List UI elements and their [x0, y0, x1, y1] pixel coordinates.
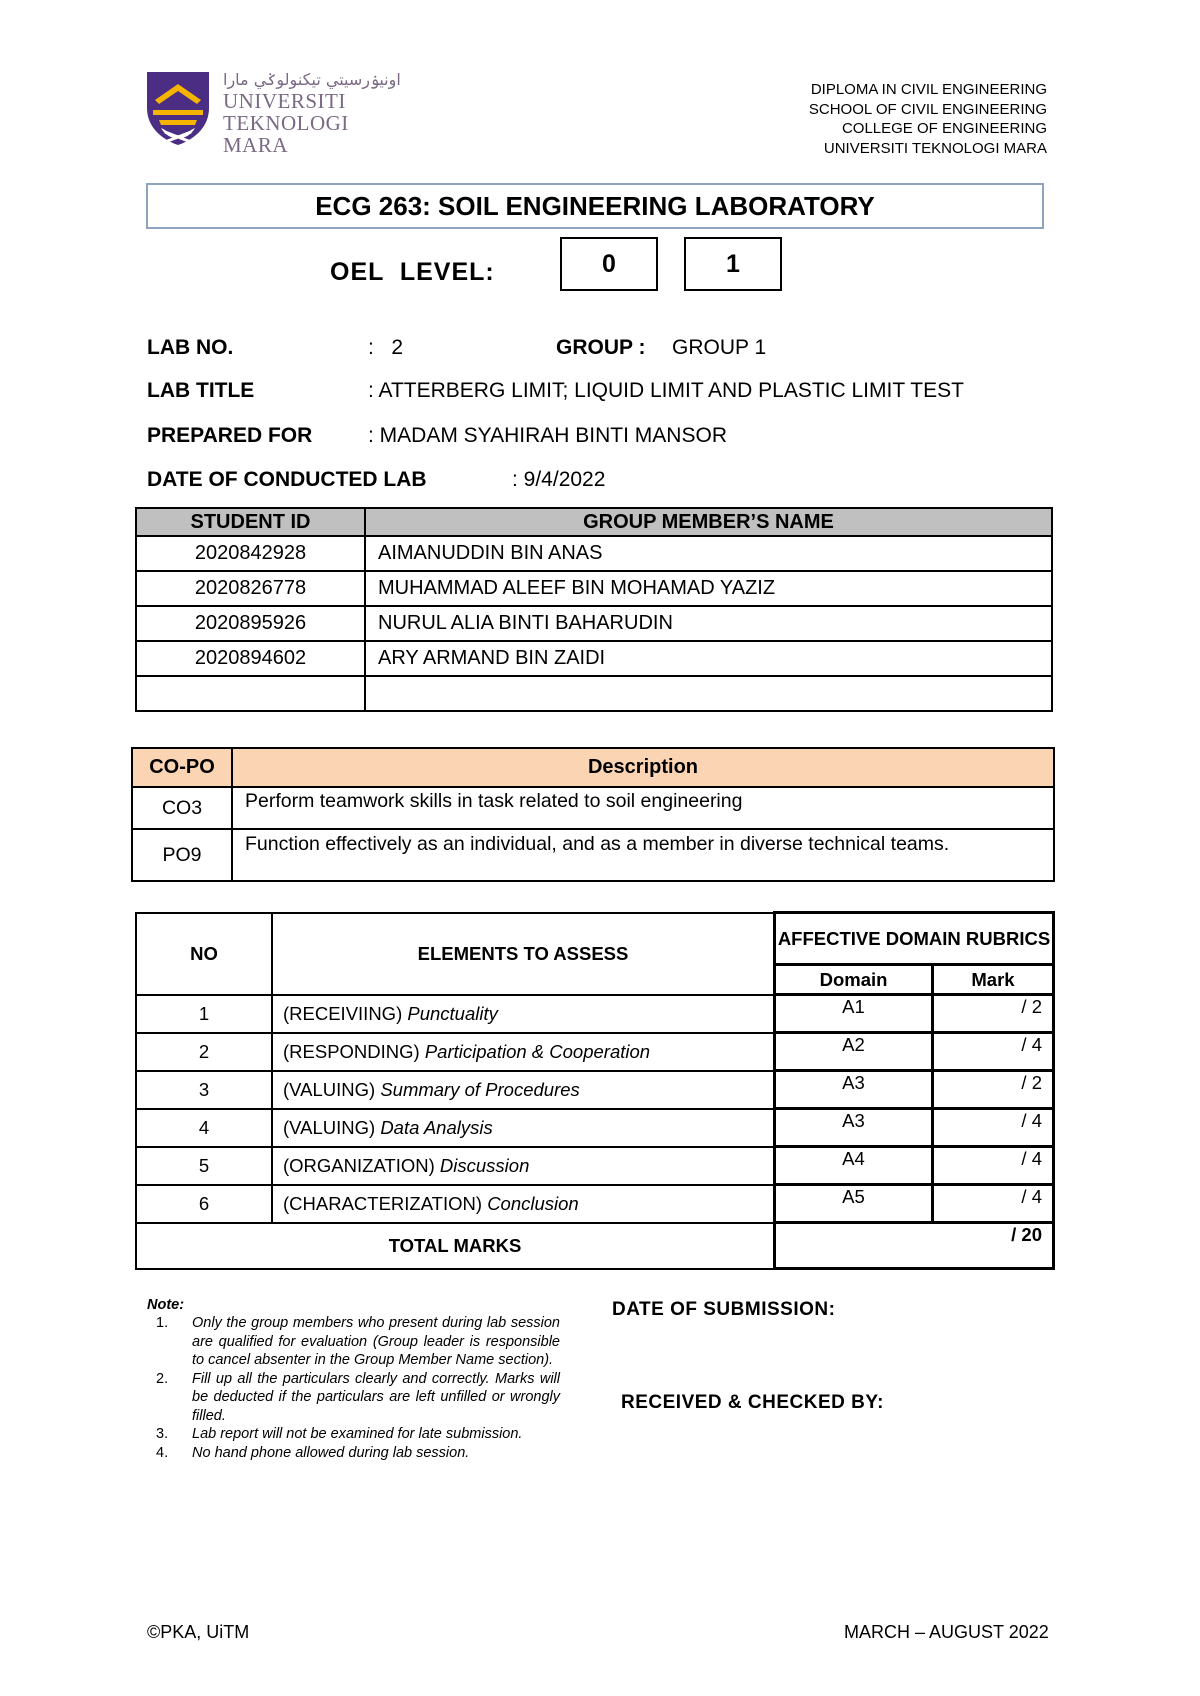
row-number: 4 — [136, 1109, 272, 1147]
co-po-code-cell: CO3 — [132, 787, 232, 829]
institution-line: DIPLOMA IN CIVIL ENGINEERING — [810, 81, 1047, 98]
row-number: 5 — [136, 1147, 272, 1185]
table-header-row — [136, 508, 1052, 536]
element-category: (RECEIVIING) — [283, 1002, 403, 1024]
table-row — [136, 571, 1052, 606]
member-name-cell: MUHAMMAD ALEEF BIN MOHAMAD YAZIZ — [365, 571, 1052, 606]
lab-title-label: LAB TITLE — [147, 379, 255, 402]
member-name-cell: AIMANUDDIN BIN ANAS — [365, 536, 1052, 571]
note-item: 1. Only the group members who present during lab session are qualified for evaluation (Group leader is responsible to cancel absenter in the Group Member Name section). — [156, 1315, 560, 1368]
student-id-cell: 2020895926 — [136, 606, 365, 641]
prepared-for-label: PREPARED FOR — [147, 424, 313, 447]
mark-cell: / 4 — [933, 1147, 1054, 1185]
member-name-cell — [365, 676, 1052, 711]
footer-left: ©PKA, UiTM — [147, 1622, 250, 1642]
received-checked-label: RECEIVED & CHECKED BY: — [621, 1392, 884, 1413]
element-category: (RESPONDING) — [283, 1040, 420, 1062]
member-name-cell: ARY ARMAND BIN ZAIDI — [365, 641, 1052, 676]
institution-line: UNIVERSITI TEKNOLOGI MARA — [823, 139, 1047, 157]
mark-cell: / 4 — [933, 1033, 1054, 1071]
mark-cell: / 2 — [933, 1071, 1054, 1109]
institution-line: COLLEGE OF ENGINEERING — [841, 120, 1047, 137]
elements-header: ELEMENTS TO ASSESS — [272, 913, 775, 995]
group-value: GROUP 1 — [672, 336, 767, 359]
member-name-header: GROUP MEMBER’S NAME — [365, 508, 1052, 536]
oel-digit-2: 1 — [684, 237, 782, 291]
element-item: Conclusion — [487, 1192, 579, 1214]
element-category: (CHARACTERIZATION) — [283, 1192, 483, 1214]
oel-level-label: OEL LEVEL: — [330, 258, 495, 286]
lab-no-value: : 2 — [368, 336, 404, 359]
table-row — [136, 676, 1052, 711]
institution-line: SCHOOL OF CIVIL ENGINEERING — [808, 100, 1047, 118]
domain-cell: A5 — [775, 1185, 933, 1223]
logo-text-universiti: UNIVERSITI — [223, 89, 346, 113]
logo-text-mara: MARA — [223, 133, 289, 157]
element-category: (VALUING) — [283, 1078, 376, 1100]
description-cell: Perform teamwork skills in task related to soil engineering — [232, 787, 1054, 829]
table-row — [136, 641, 1052, 676]
total-row — [136, 1223, 1054, 1269]
group-label: GROUP : — [556, 336, 646, 359]
element-item: Discussion — [439, 1154, 530, 1176]
student-id-cell: 2020826778 — [136, 571, 365, 606]
row-number: 3 — [136, 1071, 272, 1109]
note-text: Fill up all the particulars clearly and correctly. Marks will be deducted if the particulars are left unfilled or wrongly filled. — [192, 1370, 560, 1424]
row-number: 2 — [136, 1033, 272, 1071]
course-title: ECG 263: SOIL ENGINEERING LABORATORY — [146, 183, 1044, 229]
domain-cell: A3 — [775, 1071, 933, 1109]
mark-cell: / 2 — [933, 995, 1054, 1033]
element-cell — [272, 1071, 775, 1109]
element-item: Punctuality — [407, 1002, 498, 1024]
domain-cell: A2 — [775, 1033, 933, 1071]
table-row — [136, 1071, 1054, 1109]
element-item: Participation & Cooperation — [424, 1040, 651, 1062]
uitm-logo — [145, 70, 401, 157]
mark-header: Mark — [933, 965, 1054, 995]
row-number: 1 — [136, 995, 272, 1033]
date-conducted-label: DATE OF CONDUCTED LAB — [147, 468, 427, 491]
element-cell — [272, 1033, 775, 1071]
element-item: Data Analysis — [380, 1116, 493, 1138]
student-id-cell: 2020842928 — [136, 536, 365, 571]
co-po-header: CO-PO — [132, 748, 232, 787]
footer-right: MARCH – AUGUST 2022 — [844, 1622, 1049, 1642]
total-marks-value: / 20 — [775, 1223, 1054, 1269]
member-name-cell: NURUL ALIA BINTI BAHARUDIN — [365, 606, 1052, 641]
table-header-row — [132, 748, 1054, 787]
table-row — [136, 1147, 1054, 1185]
student-id-header: STUDENT ID — [136, 508, 365, 536]
note-item: 2. Fill up all the particulars clearly and correctly. Marks will be deducted if the particulars are left unfilled or wrongly filled. — [156, 1370, 560, 1424]
element-cell — [272, 1147, 775, 1185]
element-cell — [272, 1185, 775, 1223]
domain-header: Domain — [775, 965, 933, 995]
date-of-submission-label: DATE OF SUBMISSION: — [612, 1299, 836, 1320]
table-header-row — [136, 913, 1054, 965]
group-members-table — [135, 507, 1053, 712]
table-row — [136, 1185, 1054, 1223]
note-text: No hand phone allowed during lab session. — [192, 1444, 470, 1461]
table-row — [136, 1109, 1054, 1147]
note-text: Lab report will not be examined for late submission. — [192, 1426, 523, 1442]
table-row — [136, 995, 1054, 1033]
institution-block — [809, 80, 1047, 158]
mark-cell: / 4 — [933, 1109, 1054, 1147]
table-row — [132, 787, 1054, 829]
co-po-table — [131, 747, 1055, 882]
note-title: Note: — [147, 1297, 185, 1313]
notes-list — [156, 1314, 560, 1462]
note-item: 4. No hand phone allowed during lab session. — [156, 1444, 470, 1461]
date-conducted-value: : 9/4/2022 — [512, 468, 606, 491]
table-row — [132, 829, 1054, 881]
element-category: (ORGANIZATION) — [283, 1154, 435, 1176]
uitm-crest-icon — [145, 70, 211, 146]
table-row — [136, 606, 1052, 641]
rubrics-header: AFFECTIVE DOMAIN RUBRICS — [775, 913, 1054, 965]
table-row — [136, 1033, 1054, 1071]
logo-text-teknologi: TEKNOLOGI — [223, 111, 349, 135]
element-item: Summary of Procedures — [380, 1078, 580, 1100]
mark-cell: / 4 — [933, 1185, 1054, 1223]
prepared-for-value: : MADAM SYAHIRAH BINTI MANSOR — [368, 424, 727, 447]
lab-no-label: LAB NO. — [147, 336, 234, 359]
domain-cell: A4 — [775, 1147, 933, 1185]
note-item: 3. Lab report will not be examined for late submission. — [156, 1426, 523, 1442]
co-po-code-cell: PO9 — [132, 829, 232, 881]
logo-jawi-text: اونيۏرسيتي تيكنولوݢي مارا — [223, 70, 401, 89]
total-marks-label: TOTAL MARKS — [136, 1223, 775, 1269]
student-id-cell: 2020894602 — [136, 641, 365, 676]
assessment-table — [135, 911, 1055, 1270]
student-id-cell — [136, 676, 365, 711]
oel-digit-1: 0 — [560, 237, 658, 291]
domain-cell: A1 — [775, 995, 933, 1033]
description-cell: Function effectively as an individual, and as a member in diverse technical teams. — [232, 829, 1054, 881]
lab-title-value: : ATTERBERG LIMIT; LIQUID LIMIT AND PLASTIC LIMIT TEST — [368, 379, 964, 402]
domain-cell: A3 — [775, 1109, 933, 1147]
element-cell — [272, 995, 775, 1033]
element-cell — [272, 1109, 775, 1147]
row-number: 6 — [136, 1185, 272, 1223]
description-header: Description — [232, 748, 1054, 787]
no-header: NO — [136, 913, 272, 995]
table-row — [136, 536, 1052, 571]
element-category: (VALUING) — [283, 1116, 376, 1138]
note-text: Only the group members who present during lab session are qualified for evaluation (Group leader is responsible to cancel absenter in the Group Member Name section). — [192, 1315, 560, 1368]
